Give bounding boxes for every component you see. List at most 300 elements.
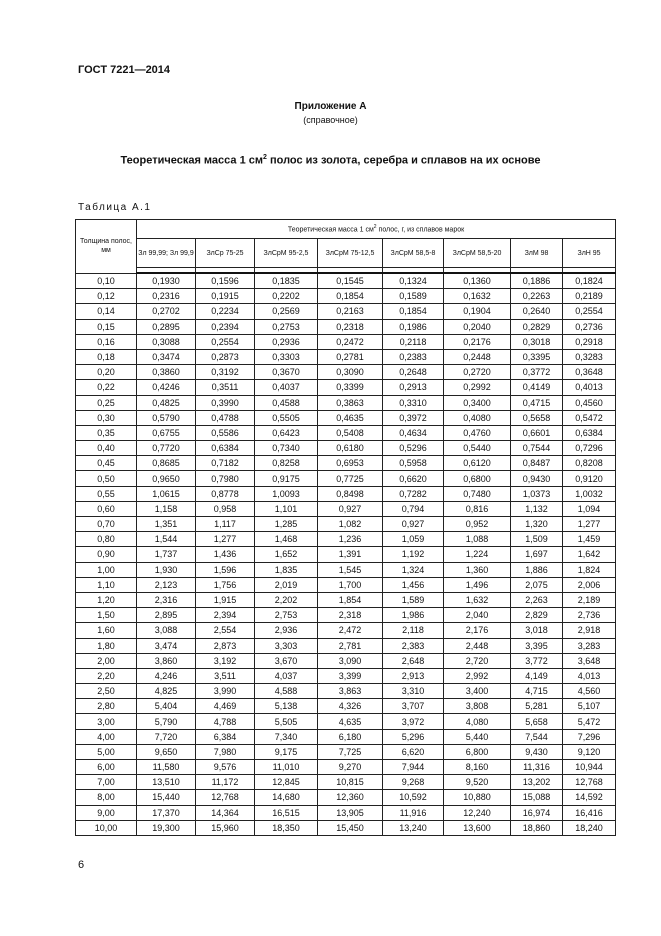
mass-cell: 1,915	[196, 592, 255, 607]
mass-cell: 15,960	[196, 820, 255, 835]
mass-cell: 0,9175	[255, 471, 318, 486]
mass-cell: 0,3990	[196, 395, 255, 410]
mass-cell: 0,3303	[255, 349, 318, 364]
mass-cell: 2,394	[196, 608, 255, 623]
table-row	[76, 820, 616, 835]
thickness-header: Толщина полос, мм	[76, 220, 137, 274]
thickness-cell: 7,00	[76, 775, 137, 790]
mass-cell: 2,316	[137, 592, 196, 607]
mass-cell: 3,863	[318, 684, 383, 699]
mass-cell: 16,974	[511, 805, 563, 820]
mass-cell: 1,632	[444, 592, 511, 607]
thickness-cell: 3,00	[76, 714, 137, 729]
mass-cell: 4,149	[511, 668, 563, 683]
thickness-cell: 10,00	[76, 820, 137, 835]
mass-cell: 9,520	[444, 775, 511, 790]
mass-cell: 3,018	[511, 623, 563, 638]
group-header	[137, 220, 616, 239]
alloy-header: ЗлН 95	[563, 239, 616, 268]
mass-cell: 2,472	[318, 623, 383, 638]
mass-cell: 14,680	[255, 790, 318, 805]
mass-cell: 0,6800	[444, 471, 511, 486]
thickness-cell: 0,20	[76, 365, 137, 380]
alloy-header: ЗлСрМ 95-2,5	[255, 239, 318, 268]
table-row	[76, 501, 616, 516]
table-row	[76, 532, 616, 547]
table-row	[76, 684, 616, 699]
mass-cell: 3,088	[137, 623, 196, 638]
mass-cell: 9,120	[563, 744, 616, 759]
mass-cell: 13,202	[511, 775, 563, 790]
mass-cell: 1,158	[137, 501, 196, 516]
mass-cell: 0,2992	[444, 380, 511, 395]
mass-cell: 0,9120	[563, 471, 616, 486]
mass-cell: 0,2873	[196, 349, 255, 364]
table-row	[76, 365, 616, 380]
mass-cell: 1,324	[383, 562, 444, 577]
mass-cell: 6,384	[196, 729, 255, 744]
mass-cell: 1,351	[137, 517, 196, 532]
mass-cell: 0,3283	[563, 349, 616, 364]
mass-cell: 2,040	[444, 608, 511, 623]
mass-cell: 0,927	[383, 517, 444, 532]
mass-cell: 0,6423	[255, 425, 318, 440]
table-row	[76, 349, 616, 364]
mass-cell: 0,2569	[255, 304, 318, 319]
table-row	[76, 410, 616, 425]
mass-cell: 0,3310	[383, 395, 444, 410]
thickness-cell: 8,00	[76, 790, 137, 805]
mass-cell: 0,1930	[137, 273, 196, 289]
table-row	[76, 653, 616, 668]
mass-cell: 0,958	[196, 501, 255, 516]
mass-cell: 11,916	[383, 805, 444, 820]
mass-cell: 0,4760	[444, 425, 511, 440]
mass-cell: 0,6384	[563, 425, 616, 440]
mass-cell: 9,650	[137, 744, 196, 759]
mass-cell: 0,8487	[511, 456, 563, 471]
mass-cell: 4,246	[137, 668, 196, 683]
mass-cell: 2,936	[255, 623, 318, 638]
mass-cell: 0,2316	[137, 289, 196, 304]
mass-cell: 5,472	[563, 714, 616, 729]
mass-cell: 4,469	[196, 699, 255, 714]
thickness-cell: 0,18	[76, 349, 137, 364]
thickness-cell: 0,35	[76, 425, 137, 440]
mass-cell: 2,873	[196, 638, 255, 653]
mass-cell: 0,2118	[383, 334, 444, 349]
thickness-cell: 1,50	[76, 608, 137, 623]
mass-cell: 0,7980	[196, 471, 255, 486]
mass-cell: 0,3772	[511, 365, 563, 380]
mass-cell: 0,5440	[444, 441, 511, 456]
mass-cell: 0,7480	[444, 486, 511, 501]
mass-cell: 1,756	[196, 577, 255, 592]
mass-cell: 2,189	[563, 592, 616, 607]
table-row	[76, 714, 616, 729]
thickness-cell: 2,00	[76, 653, 137, 668]
table-row	[76, 486, 616, 501]
mass-cell: 0,927	[318, 501, 383, 516]
table-row	[76, 638, 616, 653]
thickness-cell: 0,40	[76, 441, 137, 456]
alloy-header: ЗлМ 98	[511, 239, 563, 268]
mass-cell: 1,391	[318, 547, 383, 562]
appendix-title: Приложение А	[294, 101, 367, 112]
table-row	[76, 304, 616, 319]
mass-cell: 2,202	[255, 592, 318, 607]
mass-cell: 0,5472	[563, 410, 616, 425]
table-row	[76, 380, 616, 395]
mass-cell: 2,648	[383, 653, 444, 668]
alloy-header: ЗлСрМ 58,5-20	[444, 239, 511, 268]
table-row	[76, 729, 616, 744]
mass-cell: 17,370	[137, 805, 196, 820]
mass-cell: 3,772	[511, 653, 563, 668]
mass-cell: 4,825	[137, 684, 196, 699]
standard-number: ГОСТ 7221—2014	[78, 64, 171, 76]
table-row	[76, 608, 616, 623]
mass-cell: 0,2918	[563, 334, 616, 349]
mass-cell: 2,263	[511, 592, 563, 607]
mass-cell: 14,364	[196, 805, 255, 820]
thickness-cell: 4,00	[76, 729, 137, 744]
mass-cell: 0,3670	[255, 365, 318, 380]
table-row	[76, 744, 616, 759]
mass-cell: 0,3192	[196, 365, 255, 380]
mass-cell: 0,6953	[318, 456, 383, 471]
mass-cell: 0,2736	[563, 319, 616, 334]
mass-cell: 1,088	[444, 532, 511, 547]
mass-cell: 0,2040	[444, 319, 511, 334]
mass-cell: 10,880	[444, 790, 511, 805]
mass-cell: 0,5505	[255, 410, 318, 425]
mass-cell: 0,5586	[196, 425, 255, 440]
mass-cell: 1,0032	[563, 486, 616, 501]
thickness-cell: 1,00	[76, 562, 137, 577]
mass-cell: 7,544	[511, 729, 563, 744]
thickness-cell: 0,80	[76, 532, 137, 547]
alloy-header: ЗлСр 75-25	[196, 239, 255, 268]
mass-cell: 0,7544	[511, 441, 563, 456]
mass-cell: 0,4149	[511, 380, 563, 395]
mass-cell: 1,652	[255, 547, 318, 562]
table-caption: Таблица А.1	[78, 202, 152, 213]
mass-cell: 0,2383	[383, 349, 444, 364]
thickness-cell: 0,12	[76, 289, 137, 304]
thickness-cell: 1,80	[76, 638, 137, 653]
mass-cell: 5,790	[137, 714, 196, 729]
mass-cell: 1,094	[563, 501, 616, 516]
mass-cell: 0,816	[444, 501, 511, 516]
mass-cell: 0,3090	[318, 365, 383, 380]
mass-cell: 0,4013	[563, 380, 616, 395]
mass-cell: 1,277	[196, 532, 255, 547]
mass-cell: 0,9650	[137, 471, 196, 486]
mass-cell: 1,082	[318, 517, 383, 532]
mass-cell: 0,2702	[137, 304, 196, 319]
mass-cell: 1,700	[318, 577, 383, 592]
mass-cell: 0,4825	[137, 395, 196, 410]
mass-cell: 0,2648	[383, 365, 444, 380]
mass-cell: 16,416	[563, 805, 616, 820]
mass-cell: 0,3860	[137, 365, 196, 380]
table-row	[76, 623, 616, 638]
mass-cell: 18,860	[511, 820, 563, 835]
mass-cell: 7,340	[255, 729, 318, 744]
mass-cell: 0,2913	[383, 380, 444, 395]
mass-cell: 0,6180	[318, 441, 383, 456]
mass-cell: 5,138	[255, 699, 318, 714]
thickness-cell: 0,55	[76, 486, 137, 501]
mass-cell: 0,3399	[318, 380, 383, 395]
table-row	[76, 334, 616, 349]
thickness-cell: 1,60	[76, 623, 137, 638]
table-row	[76, 592, 616, 607]
mass-cell: 3,808	[444, 699, 511, 714]
mass-cell: 1,642	[563, 547, 616, 562]
mass-cell: 11,010	[255, 760, 318, 775]
mass-cell: 0,2163	[318, 304, 383, 319]
mass-cell: 1,544	[137, 532, 196, 547]
mass-cell: 0,2394	[196, 319, 255, 334]
mass-cell: 0,6601	[511, 425, 563, 440]
mass-cell: 0,5296	[383, 441, 444, 456]
mass-cell: 0,1854	[318, 289, 383, 304]
mass-cell: 0,2318	[318, 319, 383, 334]
mass-cell: 1,117	[196, 517, 255, 532]
mass-cell: 1,0615	[137, 486, 196, 501]
mass-cell: 2,753	[255, 608, 318, 623]
mass-cell: 1,545	[318, 562, 383, 577]
mass-cell: 0,4080	[444, 410, 511, 425]
mass-cell: 1,589	[383, 592, 444, 607]
page-number: 6	[78, 859, 85, 871]
mass-cell: 0,4634	[383, 425, 444, 440]
mass-cell: 3,648	[563, 653, 616, 668]
mass-cell: 1,824	[563, 562, 616, 577]
mass-cell: 9,175	[255, 744, 318, 759]
mass-cell: 0,7340	[255, 441, 318, 456]
table-row	[76, 471, 616, 486]
mass-cell: 2,554	[196, 623, 255, 638]
mass-cell: 0,4715	[511, 395, 563, 410]
mass-cell: 0,2753	[255, 319, 318, 334]
mass-cell: 6,620	[383, 744, 444, 759]
mass-cell: 3,395	[511, 638, 563, 653]
mass-cell: 3,303	[255, 638, 318, 653]
mass-cell: 0,8258	[255, 456, 318, 471]
thickness-cell: 0,10	[76, 273, 137, 289]
mass-cell: 1,459	[563, 532, 616, 547]
title-text-before: Теоретическая масса 1 см	[120, 154, 264, 167]
mass-cell: 2,006	[563, 577, 616, 592]
mass-cell: 0,2781	[318, 349, 383, 364]
mass-cell: 0,5408	[318, 425, 383, 440]
thickness-cell: 0,30	[76, 410, 137, 425]
table-row	[76, 395, 616, 410]
mass-cell: 11,580	[137, 760, 196, 775]
mass-cell: 2,118	[383, 623, 444, 638]
mass-cell: 0,3395	[511, 349, 563, 364]
mass-cell: 3,310	[383, 684, 444, 699]
mass-cell: 1,456	[383, 577, 444, 592]
mass-cell: 1,930	[137, 562, 196, 577]
thickness-cell: 0,15	[76, 319, 137, 334]
table-row	[76, 760, 616, 775]
mass-cell: 1,285	[255, 517, 318, 532]
mass-cell: 0,1835	[255, 273, 318, 289]
mass-cell: 2,019	[255, 577, 318, 592]
mass-cell: 13,600	[444, 820, 511, 835]
mass-cell: 9,268	[383, 775, 444, 790]
mass-cell: 4,715	[511, 684, 563, 699]
mass-cell: 4,326	[318, 699, 383, 714]
mass-cell: 3,192	[196, 653, 255, 668]
mass-cell: 0,4560	[563, 395, 616, 410]
group-header-after: полос, г, из сплавов марок	[376, 226, 465, 234]
mass-cell: 13,240	[383, 820, 444, 835]
mass-cell: 19,300	[137, 820, 196, 835]
thickness-cell: 0,16	[76, 334, 137, 349]
mass-cell: 1,192	[383, 547, 444, 562]
table-row	[76, 562, 616, 577]
mass-cell: 4,635	[318, 714, 383, 729]
mass-cell: 3,972	[383, 714, 444, 729]
mass-cell: 1,886	[511, 562, 563, 577]
thickness-cell: 0,45	[76, 456, 137, 471]
mass-cell: 0,6120	[444, 456, 511, 471]
mass-cell: 0,3088	[137, 334, 196, 349]
mass-cell: 0,7725	[318, 471, 383, 486]
mass-cell: 2,123	[137, 577, 196, 592]
mass-cell: 0,2554	[563, 304, 616, 319]
mass-cell: 1,224	[444, 547, 511, 562]
mass-cell: 1,0373	[511, 486, 563, 501]
thickness-cell: 2,20	[76, 668, 137, 683]
thickness-cell: 1,10	[76, 577, 137, 592]
mass-cell: 0,3863	[318, 395, 383, 410]
table-row	[76, 775, 616, 790]
mass-cell: 5,440	[444, 729, 511, 744]
mass-cell: 8,160	[444, 760, 511, 775]
mass-cell: 0,1589	[383, 289, 444, 304]
mass-cell: 2,895	[137, 608, 196, 623]
table-row	[76, 547, 616, 562]
mass-cell: 11,316	[511, 760, 563, 775]
mass-cell: 0,7296	[563, 441, 616, 456]
thickness-cell: 0,90	[76, 547, 137, 562]
mass-cell: 0,6755	[137, 425, 196, 440]
mass-cell: 0,6384	[196, 441, 255, 456]
mass-cell: 2,913	[383, 668, 444, 683]
mass-cell: 0,2640	[511, 304, 563, 319]
mass-cell: 4,080	[444, 714, 511, 729]
table-row	[76, 441, 616, 456]
thickness-cell: 2,80	[76, 699, 137, 714]
mass-cell: 7,944	[383, 760, 444, 775]
table-row	[76, 289, 616, 304]
mass-cell: 2,736	[563, 608, 616, 623]
mass-cell: 0,1360	[444, 273, 511, 289]
group-header-sup: 2	[373, 224, 377, 231]
alloy-header: ЗлСрМ 58,5-8	[383, 239, 444, 268]
mass-cell: 12,360	[318, 790, 383, 805]
mass-cell: 0,1986	[383, 319, 444, 334]
mass-cell: 0,2448	[444, 349, 511, 364]
mass-cell: 0,2936	[255, 334, 318, 349]
mass-cell: 13,905	[318, 805, 383, 820]
mass-cell: 9,576	[196, 760, 255, 775]
table-row	[76, 456, 616, 471]
table-row	[76, 577, 616, 592]
mass-cell: 18,350	[255, 820, 318, 835]
mass-cell: 3,670	[255, 653, 318, 668]
mass-cell: 4,560	[563, 684, 616, 699]
mass-cell: 0,8778	[196, 486, 255, 501]
group-header-before: Теоретическая масса 1 см	[287, 226, 374, 234]
mass-cell: 1,596	[196, 562, 255, 577]
mass-cell: 1,737	[137, 547, 196, 562]
table-row	[76, 668, 616, 683]
thickness-cell: 5,00	[76, 744, 137, 759]
mass-cell: 0,1632	[444, 289, 511, 304]
mass-cell: 15,450	[318, 820, 383, 835]
mass-cell: 1,854	[318, 592, 383, 607]
thickness-cell: 0,22	[76, 380, 137, 395]
mass-cell: 5,658	[511, 714, 563, 729]
mass-cell: 2,829	[511, 608, 563, 623]
mass-cell: 3,090	[318, 653, 383, 668]
mass-cell: 18,240	[563, 820, 616, 835]
mass-cell: 3,400	[444, 684, 511, 699]
mass-cell: 6,800	[444, 744, 511, 759]
mass-cell: 5,281	[511, 699, 563, 714]
mass-cell: 0,952	[444, 517, 511, 532]
thickness-cell: 6,00	[76, 760, 137, 775]
mass-cell: 2,383	[383, 638, 444, 653]
mass-cell: 1,101	[255, 501, 318, 516]
mass-cell: 10,592	[383, 790, 444, 805]
mass-cell: 1,0093	[255, 486, 318, 501]
appendix-subtitle: (справочное)	[303, 115, 358, 125]
mass-cell: 5,107	[563, 699, 616, 714]
document-title	[0, 154, 661, 167]
mass-cell: 12,768	[196, 790, 255, 805]
table-row	[76, 790, 616, 805]
mass-table	[75, 219, 616, 836]
table-row	[76, 517, 616, 532]
mass-cell: 0,3511	[196, 380, 255, 395]
mass-cell: 0,2202	[255, 289, 318, 304]
mass-cell: 1,320	[511, 517, 563, 532]
mass-cell: 0,5958	[383, 456, 444, 471]
mass-cell: 0,7182	[196, 456, 255, 471]
mass-cell: 3,511	[196, 668, 255, 683]
mass-cell: 7,980	[196, 744, 255, 759]
mass-cell: 14,592	[563, 790, 616, 805]
mass-cell: 0,2472	[318, 334, 383, 349]
mass-cell: 1,496	[444, 577, 511, 592]
table-row	[76, 319, 616, 334]
mass-cell: 0,794	[383, 501, 444, 516]
mass-cell: 1,697	[511, 547, 563, 562]
mass-cell: 0,4635	[318, 410, 383, 425]
thickness-cell: 0,70	[76, 517, 137, 532]
mass-cell: 1,132	[511, 501, 563, 516]
mass-cell: 0,2720	[444, 365, 511, 380]
mass-cell: 0,1886	[511, 273, 563, 289]
